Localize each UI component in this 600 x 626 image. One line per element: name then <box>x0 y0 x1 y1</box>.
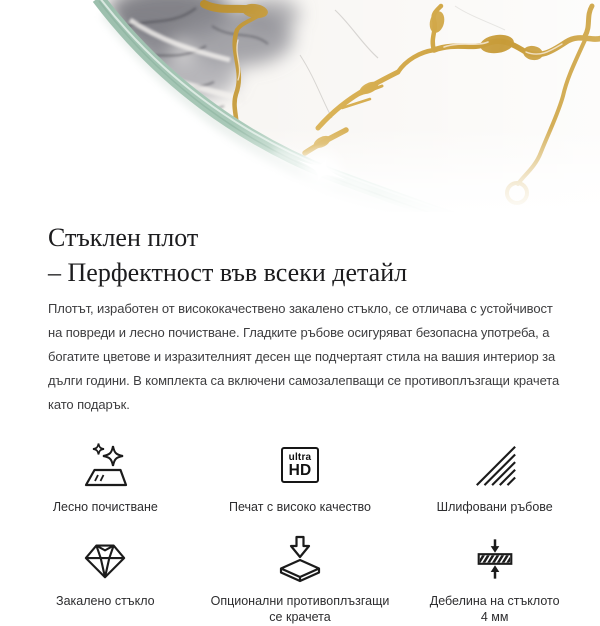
feature-anti-slip-feet <box>203 536 398 626</box>
feature-label: Лесно почистване <box>52 500 158 514</box>
product-description: Плотът, изработен от висококачествено закалено стъкло, се отличава с устойчивост на повреди и лесно почистване. Гладките ръбове осигуряват безопасна употреба, а богатите цветове и изразителният десен ще подчертаят стила на вашия интериор за дълги години. В комплекта са включени самозалепващи се противоплъзгащи крачета като подарък. <box>48 301 560 412</box>
feature-easy-cleaning <box>8 442 203 516</box>
easy-cleaning-icon <box>81 442 129 488</box>
feature-glass-thickness <box>397 536 592 626</box>
feature-label: Закалено стъкло <box>56 593 155 608</box>
glass-thickness-icon <box>472 536 518 582</box>
polished-edges-icon <box>472 442 518 488</box>
feature-hd-print <box>203 442 398 516</box>
page-title-line2: – Перфектност във всеки детайл <box>48 258 408 287</box>
feature-tempered-glass <box>8 536 203 626</box>
anti-slip-feet-icon <box>276 536 324 582</box>
hero-section <box>0 0 600 212</box>
ultra-hd-print-icon <box>281 442 319 488</box>
feature-list <box>0 442 600 626</box>
page-title <box>48 220 552 290</box>
ultra-hd-text-bottom: HD <box>288 461 312 479</box>
feature-label: Шлифовани ръбове <box>436 500 553 514</box>
feature-label: Печат с високо качество <box>229 500 371 514</box>
feature-label: Опционални противоплъзгащи се крачета <box>210 593 390 624</box>
product-photo <box>0 0 600 212</box>
ultra-hd-text-top: ultra <box>288 451 312 463</box>
page-title-line1: Стъклен плот <box>48 223 199 252</box>
feature-label: Дебелина на стъклото 4 мм <box>429 593 560 624</box>
tempered-glass-icon <box>82 536 128 582</box>
feature-polished-edges <box>397 442 592 516</box>
